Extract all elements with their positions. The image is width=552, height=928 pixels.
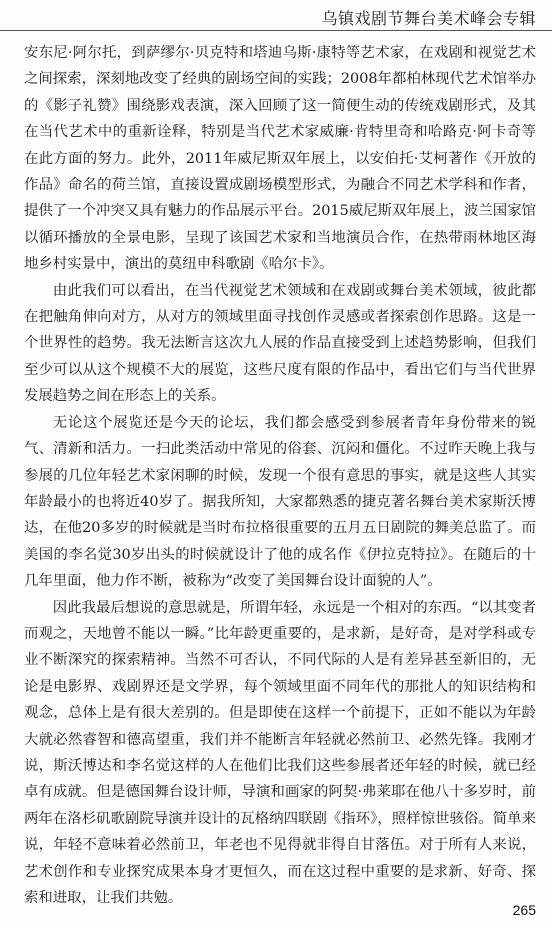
paragraph: 由此我们可以看出，在当代视觉艺术领域和在戏剧或舞台美术领域，彼此都在把触角伸向对方，从对方的领域里面寻找创作灵感或者探索创作思路。这是一个世界性的趋势。我无法断言这次九人展的作品直接受到上述趋势影响，但我们至少可以从这个规模不大的展览，这些尺度有限的作品中，看出它们与当代世界发展趋势之间在形态上的关系。 — [24, 282, 536, 405]
header-title: 乌镇戏剧节舞台美术峰会专辑 — [321, 9, 536, 28]
paragraph: 因此我最后想说的意思就是，所谓年轻，永远是一个相对的东西。“以其变者而观之，天地曾不能以一瞬。”比年龄更重要的，是求新，是好奇，是对学科或专业不断深究的探索精神。当然不可否认，不同代际的人是有差异甚至新旧的，无论是电影界、戏剧界还是文学界，每个领域里面不同年代的那批人的知识结构和观念，总体上是有很大差别的。但是即使在这样一个前提下，正如不能以为年龄大就必然睿智和德高望重，我们并不能断言年轻就必然前卫、必然先锋。我刚才说，斯沃博达和李名觉这样的人在他们比我们这些参展者还年轻的时候，就已经卓有成就。但是德国舞台设计师，导演和画家的阿契·弗莱耶在他八十多岁时，前两年在洛杉矶歌剧院导演并设计的瓦格纳四联剧《指环》，照样惊世骇俗。简单来说，年轻不意味着必然前卫，年老也不见得就非得自甘落伍。对于所有人来说，艺术创作和专业探究成果本身才更恒久，而在这过程中重要的是求新、好奇、探索和进取，让我们共勉。 — [24, 599, 536, 906]
paragraph: 无论这个展览还是今天的论坛，我们都会感受到参展者青年身份带来的锐气、清新和活力。一扫此类活动中常见的俗套、沉闷和僵化。不过昨天晚上我与参展的几位年轻艺术家闲聊的时候，发现一个很有意思的事实，就是这些人其实年龄最小的也将近40岁了。据我所知，大家都熟悉的捷克著名舞台美术家斯沃博达，在他20多岁的时候就是当时布拉格很重要的五月五日剧院的舞美总监了。而美国的李名觉30岁出头的时候就设计了他的成名作《伊拉克特拉》。在随后的十几年里面，他力作不断，被称为“改变了美国舞台设计面貌的人”。 — [24, 414, 536, 590]
article-body — [24, 40, 536, 911]
header-rule — [0, 30, 552, 31]
page-number: 265 — [512, 902, 536, 918]
running-header — [0, 0, 552, 34]
paragraph-continued: 安东尼·阿尔托，到萨缪尔·贝克特和塔迪乌斯·康特等艺术家，在戏剧和视觉艺术之间探索，深刻地改变了经典的剧场空间的实践；2008年都柏林现代艺术馆举办的《影子礼赞》围绕影戏表演，深入回顾了这一简便生动的传统戏剧形式，及其在当代艺术中的重新诠释，特别是当代艺术家威廉·肯特里奇和哈路克·阿卡奇等在此方面的努力。此外，2011年威尼斯双年展上，以安伯托·艾柯著作《开放的作品》命名的荷兰馆，直接设置成剧场模型形式，为融合不同艺术学科和作者，提供了一个冲突又具有魅力的作品展示平台。2015威尼斯双年展上，波兰国家馆以循环播放的全景电影，呈现了该国艺术家和当地演员合作，在热带雨林地区海地乡村实景中，演出的莫纽申科歌剧《哈尔卡》。 — [24, 45, 536, 273]
